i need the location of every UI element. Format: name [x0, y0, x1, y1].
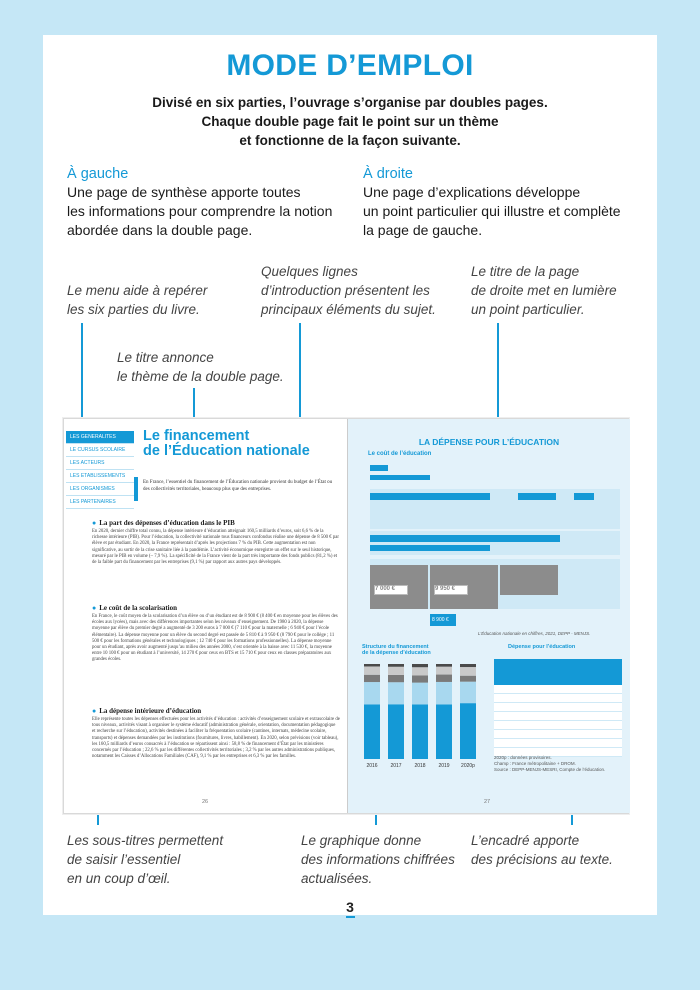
info-bar	[370, 465, 388, 471]
tick-label: 2019	[438, 763, 450, 769]
note-graph	[301, 831, 455, 888]
right-page	[348, 419, 630, 813]
intro-line: Divisé en six parties, l’ouvrage s’organise par doubles pages.	[152, 95, 548, 110]
tick-label: 2017	[390, 763, 402, 769]
bar-2016-état	[364, 704, 380, 759]
stat-box	[500, 565, 558, 595]
spread-left-title	[143, 429, 310, 459]
bar-2020p-ménages	[460, 676, 476, 682]
note-subtitles	[67, 831, 223, 888]
section-title: ● Le coût de la scolarisation	[92, 604, 340, 612]
footnote	[494, 755, 605, 773]
info-bar	[370, 493, 490, 500]
intro-line: Chaque double page fait le point sur un thème	[201, 114, 499, 129]
bar-2018-ménages	[412, 675, 428, 682]
note-line: Les sous-titres permettent	[67, 833, 224, 848]
note-line: des précisions au texte.	[471, 852, 613, 867]
menu-item: LES GENERALITES	[66, 431, 134, 444]
stat-value: 9 950 €	[434, 585, 468, 595]
spread-menu	[66, 431, 134, 509]
info-bar	[370, 545, 490, 551]
bar-2016-ménages	[364, 675, 380, 682]
menu-item: LE CURSUS SCOLAIRE	[66, 444, 134, 457]
note-line: d’introduction présentent les	[261, 283, 430, 298]
section-title: ● La dépense intérieure d’éducation	[92, 707, 340, 715]
spending-table	[494, 659, 622, 757]
bar-2019-autres	[436, 664, 452, 667]
note-line: le thème de la double page.	[117, 369, 284, 384]
section	[92, 519, 340, 566]
left-heading: À gauche	[67, 166, 129, 182]
left-line: abordée dans la double page.	[67, 222, 253, 238]
info-bar	[518, 493, 556, 500]
bar-2016-autres	[364, 664, 380, 666]
note-line: actualisées.	[301, 871, 373, 886]
section-text: Elle représente toutes les dépenses effectuées pour les activités d’éducation : activités d’enseignement scolaire et extrascolaire de tous niveaux, activités visant à organiser le système éducatif (administration générale, orientation, documentation pédagogique et recherche sur l’éducation), activités destinées à faciliter la fréquentation scolaire (cantines, internats, médecine scolaire, transports) et dépenses demandées par les institutions (fournitures, livres, habillement). En 2020, selon prévisions (voir tableau), les 160,5 milliards d’euros consacrés à l’éducation se répartissent ainsi : 58,8 % de financement d’État par les ministères concernés par l’éducation ; 22,6 % par les différentes collectivités territoriales ; 3,2 % par les autres administrations publiques, notamment les Caisses d’Allocations Familiales (CAF), 9,1 % par les entreprises et 6,3 % par les familles.	[92, 717, 340, 760]
spread-right-title: LA DÉPENSE POUR L’ÉDUCATION	[418, 437, 560, 447]
source-line: L’Éducation nationale en chiffres, 2021, DEPP - MENJS.	[478, 631, 591, 636]
page	[43, 35, 657, 915]
bar-2016-collectivités-territoriales	[364, 682, 380, 704]
bar-2020p-autres	[460, 664, 476, 667]
note-box	[471, 831, 613, 869]
page-number-right: 27	[484, 799, 491, 805]
bar-2017-collectivités-territoriales	[388, 682, 404, 704]
stat-value: 7 000 €	[374, 585, 408, 595]
title-line: de l’Éducation nationale	[143, 443, 310, 459]
left-page	[64, 419, 347, 813]
arrow	[81, 323, 83, 433]
bar-2018-autres	[412, 664, 428, 667]
intro	[43, 93, 657, 150]
lead-text: En France, l’essentiel du financement de l’Éducation nationale provient du budget de l’État ou des collectivités territoriales, beaucoup plus que des entreprises.	[143, 480, 333, 492]
chart-title-line: Structure du financement	[362, 644, 429, 650]
stat-value: 8 900 €	[430, 614, 456, 626]
section	[92, 604, 340, 664]
note-line: Quelques lignes	[261, 264, 358, 279]
table-row	[494, 739, 622, 748]
info-bar	[574, 493, 594, 500]
note-line: Le titre de la page	[471, 264, 580, 279]
note-line: de saisir l’essentiel	[67, 852, 181, 867]
note-line: des informations chiffrées	[301, 852, 455, 867]
note-line: Le menu aide à repérer	[67, 283, 208, 298]
title-line: Le financement	[143, 428, 250, 444]
arrow	[193, 388, 195, 419]
table-row	[494, 721, 622, 730]
bar-2020p-entreprises	[460, 667, 476, 676]
chart-title-line: de la dépense d’éducation	[362, 650, 431, 656]
note-menu	[67, 281, 207, 319]
finance-chart	[360, 659, 490, 789]
page-number: 3	[0, 899, 700, 918]
note-line: principaux éléments du sujet.	[261, 302, 436, 317]
table-row	[494, 703, 622, 712]
bar-2017-entreprises	[388, 667, 404, 675]
table-row	[494, 712, 622, 721]
footnote-line: Source : DEPP-MENJS-MESRI, Compte de l’éducation.	[494, 767, 606, 772]
info-bar	[370, 475, 430, 480]
note-line: en un coup d’œil.	[67, 871, 171, 886]
info-bar	[370, 535, 560, 542]
table-row	[494, 685, 622, 694]
footnote-line: 2020p : données provisoires.	[494, 755, 552, 760]
left-column	[67, 166, 357, 240]
right-line: la page de gauche.	[363, 222, 483, 238]
bar-2018-collectivités-territoriales	[412, 683, 428, 705]
footnote-line: Champ : France métropolitaine + DROM.	[494, 761, 576, 766]
bar-2020p-collectivités-territoriales	[460, 682, 476, 703]
tick-label: 2020p	[461, 763, 475, 769]
note-line: les six parties du livre.	[67, 302, 200, 317]
section-text: En 2020, dernier chiffre total connu, la dépense intérieure d’éducation atteignait 160,5 milliards d’euros, soit 6,6 % de la richesse intérieure (PIB). Pour l’éducation, la collectivité nationale tous financeurs confondus réalise une dépense de 8 500 € par élève et par étudiant. En 2020, la France représentait d’après les projections 7 % du PIB. Cette augmentation est non significative, au sortir de la crise sanitaire liée à la pandémie. L’activité économique enregistre un effet sur le seul historique, mesuré par le PIB en volume (– 7,9 %). La spécificité de la France vient de la part très importante des fonds publics (81,2 %) et de la faible part du financement par les entreprises (9,1 %) par rapport aux autres pays développés.	[92, 529, 339, 566]
bar-2018-état	[412, 704, 428, 759]
intro-line: et fonctionne de la façon suivante.	[239, 133, 461, 148]
bar-2019-ménages	[436, 675, 452, 682]
bar-2019-entreprises	[436, 667, 452, 675]
right-column	[363, 166, 653, 240]
menu-item: LES ACTEURS	[66, 457, 134, 470]
note-line: L’encadré apporte	[471, 833, 580, 848]
bar-2019-collectivités-territoriales	[436, 682, 452, 705]
section	[92, 707, 340, 760]
right-heading: À droite	[363, 166, 413, 182]
table-title: Dépense pour l’éducation	[508, 644, 576, 650]
bar-2017-autres	[388, 664, 404, 667]
note-intro	[261, 262, 436, 319]
section-title: ● La part des dépenses d’éducation dans le PIB	[92, 519, 340, 527]
menu-item: LES ORGANISMES	[66, 483, 134, 496]
bar-2017-ménages	[388, 675, 404, 682]
note-title	[117, 348, 284, 386]
right-line: Une page d’explications développe	[363, 184, 581, 200]
book-spread	[63, 418, 629, 814]
left-line: les informations pour comprendre la notion	[67, 203, 333, 219]
note-line: un point particulier.	[471, 302, 585, 317]
note-line: Le titre annonce	[117, 350, 214, 365]
table-row	[494, 694, 622, 703]
note-line: de droite met en lumière	[471, 283, 617, 298]
bar-2020p-état	[460, 703, 476, 759]
menu-item: LES ETABLISSEMENTS	[66, 470, 134, 483]
menu-item: LES PARTENAIRES	[66, 496, 134, 509]
tick-label: 2016	[366, 763, 378, 769]
section-text: En France, le coût moyen de la scolarisation d’un élève ou d’un étudiant est de 8 900 € (8 400 € en moyenne pour les élèves des écoles aux lycées), mais avec des différences importantes selon les niveaux d’enseignement. De 1980 à 2020, la dépense moyenne par élève du premier degré a augmenté de 3 200 euros à 7 000 € (7 110 € pour la maternelle ; 6 940 € pour l’école élémentaire). La dépense moyenne pour un élève du second degré est passée de 5 810 € à 9 950 € (8 790 € pour le collège ; 11 500 € pour les formations générales et technologiques ; 12 740 € pour les formations professionnelles). La dépense moyenne pour un étudiant, après avoir augmenté jusqu’au milieu des années 2000, s’est orientée à la baisse avec 11 530 €, la moyenne entre 10 100 € pour un étudiant à l’université, 14 270 € pour ceux en BTS et 15 710 € pour ceux en classes préparatoires aux grandes écoles.	[92, 614, 338, 663]
lead-bar	[134, 477, 138, 501]
table-header	[494, 659, 622, 685]
note-right-title	[471, 262, 617, 319]
bar-2017-état	[388, 704, 404, 759]
page-number-left: 26	[202, 799, 209, 805]
bar-2019-état	[436, 704, 452, 759]
arrow	[497, 323, 499, 423]
bar-2016-entreprises	[364, 666, 380, 674]
chart-title	[362, 644, 431, 656]
page-title: MODE D’EMPLOI	[226, 49, 474, 82]
right-subtitle: Le coût de l’éducation	[368, 451, 432, 457]
left-line: Une page de synthèse apporte toutes	[67, 184, 301, 200]
table-row	[494, 730, 622, 739]
right-line: un point particulier qui illustre et complète	[363, 203, 621, 219]
bar-2018-entreprises	[412, 667, 428, 675]
note-line: Le graphique donne	[301, 833, 422, 848]
tick-label: 2018	[414, 763, 426, 769]
